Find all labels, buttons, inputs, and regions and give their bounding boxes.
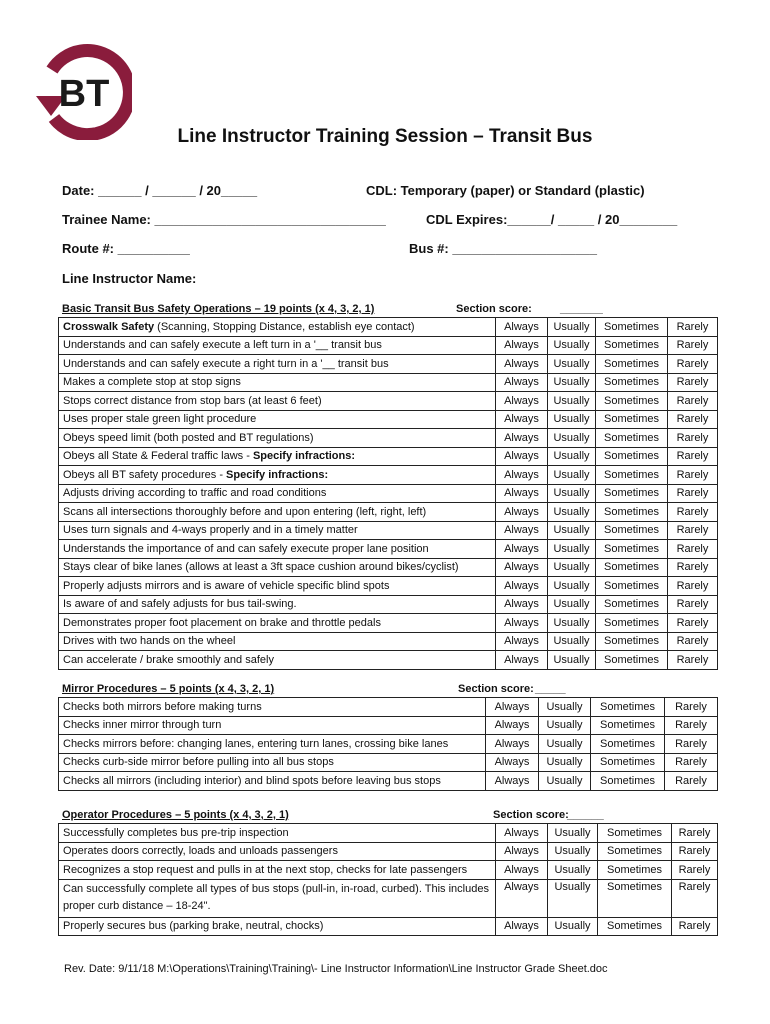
rating-option-usually[interactable]: Usually bbox=[548, 595, 596, 614]
rating-option-usually[interactable]: Usually bbox=[548, 503, 596, 522]
criteria-label: Crosswalk Safety (Scanning, Stopping Distance, establish eye contact) bbox=[59, 318, 496, 337]
criteria-row bbox=[59, 651, 718, 670]
rating-option-rarely[interactable]: Rarely bbox=[672, 917, 718, 936]
rating-option-sometimes[interactable]: Sometimes bbox=[596, 484, 668, 503]
criteria-row bbox=[59, 503, 718, 522]
criteria-row bbox=[59, 577, 718, 596]
rating-option-sometimes[interactable]: Sometimes bbox=[596, 651, 668, 670]
rating-option-rarely[interactable]: Rarely bbox=[668, 447, 718, 466]
rating-option-usually[interactable]: Usually bbox=[539, 698, 591, 717]
rating-option-usually[interactable]: Usually bbox=[548, 917, 598, 936]
rating-option-always[interactable]: Always bbox=[486, 753, 539, 772]
criteria-label: Understands the importance of and can safely execute proper lane position bbox=[59, 540, 496, 559]
criteria-label: Properly adjusts mirrors and is aware of vehicle specific blind spots bbox=[59, 577, 496, 596]
rating-option-usually[interactable]: Usually bbox=[548, 447, 596, 466]
rating-option-rarely[interactable]: Rarely bbox=[668, 632, 718, 651]
rating-option-sometimes[interactable]: Sometimes bbox=[598, 917, 672, 936]
criteria-label: Checks curb-side mirror before pulling into all bus stops bbox=[59, 753, 486, 772]
rating-option-rarely[interactable]: Rarely bbox=[668, 614, 718, 633]
criteria-label: Can accelerate / brake smoothly and safely bbox=[59, 651, 496, 670]
criteria-label: Makes a complete stop at stop signs bbox=[59, 373, 496, 392]
rating-option-sometimes[interactable]: Sometimes bbox=[596, 466, 668, 485]
criteria-label: Stays clear of bike lanes (allows at least a 3ft space cushion around bikes/cyclist) bbox=[59, 558, 496, 577]
criteria-label: Understands and can safely execute a left turn in a '__ transit bus bbox=[59, 336, 496, 355]
rating-option-usually[interactable]: Usually bbox=[548, 336, 596, 355]
criteria-row bbox=[59, 447, 718, 466]
rating-option-usually[interactable]: Usually bbox=[548, 355, 596, 374]
criteria-row bbox=[59, 558, 718, 577]
criteria-row bbox=[59, 772, 718, 791]
rating-option-usually[interactable]: Usually bbox=[548, 879, 598, 917]
criteria-label: Checks inner mirror through turn bbox=[59, 716, 486, 735]
criteria-label: Can successfully complete all types of bus stops (pull-in, in-road, curbed). This includes proper curb distance – 18-24". bbox=[59, 879, 496, 917]
cdl-type-field: CDL: Temporary (paper) or Standard (plastic) bbox=[366, 183, 645, 198]
trainee-name-field: Trainee Name: ________________________________ bbox=[62, 212, 386, 227]
rating-option-always[interactable]: Always bbox=[496, 824, 548, 843]
rating-option-rarely[interactable]: Rarely bbox=[665, 753, 718, 772]
criteria-label: Operates doors correctly, loads and unloads passengers bbox=[59, 842, 496, 861]
rating-option-sometimes[interactable]: Sometimes bbox=[598, 861, 672, 880]
rating-option-rarely[interactable]: Rarely bbox=[668, 558, 718, 577]
rating-option-sometimes[interactable]: Sometimes bbox=[596, 540, 668, 559]
rating-option-always[interactable]: Always bbox=[496, 632, 548, 651]
criteria-row bbox=[59, 355, 718, 374]
rating-option-always[interactable]: Always bbox=[496, 373, 548, 392]
rating-option-usually[interactable]: Usually bbox=[548, 521, 596, 540]
rating-option-usually[interactable]: Usually bbox=[548, 392, 596, 411]
rating-option-sometimes[interactable]: Sometimes bbox=[598, 824, 672, 843]
rating-option-sometimes[interactable]: Sometimes bbox=[596, 521, 668, 540]
criteria-label: Obeys all State & Federal traffic laws - Specify infractions: bbox=[59, 447, 496, 466]
rating-option-always[interactable]: Always bbox=[486, 735, 539, 754]
section-title: Operator Procedures – 5 points (x 4, 3, 2, 1) bbox=[62, 809, 289, 821]
rating-option-always[interactable]: Always bbox=[496, 879, 548, 917]
criteria-row bbox=[59, 632, 718, 651]
rating-option-always[interactable]: Always bbox=[496, 558, 548, 577]
rating-option-usually[interactable]: Usually bbox=[548, 651, 596, 670]
rating-option-always[interactable]: Always bbox=[496, 429, 548, 448]
rating-option-usually[interactable]: Usually bbox=[548, 373, 596, 392]
rating-option-usually[interactable]: Usually bbox=[548, 318, 596, 337]
rating-option-always[interactable]: Always bbox=[486, 698, 539, 717]
rating-option-always[interactable]: Always bbox=[496, 484, 548, 503]
rating-option-rarely[interactable]: Rarely bbox=[665, 698, 718, 717]
rating-option-usually[interactable]: Usually bbox=[548, 484, 596, 503]
rating-option-always[interactable]: Always bbox=[496, 861, 548, 880]
section-score-blank: ______ bbox=[567, 809, 604, 821]
criteria-label: Checks all mirrors (including interior) and blind spots before leaving bus stops bbox=[59, 772, 486, 791]
cdl-expires-field: CDL Expires:______/ _____ / 20________ bbox=[426, 212, 678, 227]
rating-option-rarely[interactable]: Rarely bbox=[668, 595, 718, 614]
section-score-blank: _____ bbox=[535, 683, 566, 695]
criteria-label: Recognizes a stop request and pulls in at the next stop, checks for late passengers bbox=[59, 861, 496, 880]
criteria-row bbox=[59, 336, 718, 355]
criteria-row bbox=[59, 484, 718, 503]
rating-option-rarely[interactable]: Rarely bbox=[668, 373, 718, 392]
rating-option-usually[interactable]: Usually bbox=[548, 429, 596, 448]
rating-option-usually[interactable]: Usually bbox=[548, 540, 596, 559]
criteria-row bbox=[59, 540, 718, 559]
rating-option-rarely[interactable]: Rarely bbox=[665, 735, 718, 754]
rating-option-rarely[interactable]: Rarely bbox=[665, 716, 718, 735]
criteria-row bbox=[59, 698, 718, 717]
rating-option-sometimes[interactable]: Sometimes bbox=[596, 614, 668, 633]
criteria-label: Understands and can safely execute a right turn in a '__ transit bus bbox=[59, 355, 496, 374]
rating-option-always[interactable]: Always bbox=[496, 318, 548, 337]
rating-option-always[interactable]: Always bbox=[496, 410, 548, 429]
criteria-row bbox=[59, 824, 718, 843]
rating-option-usually[interactable]: Usually bbox=[548, 842, 598, 861]
rating-option-sometimes[interactable]: Sometimes bbox=[596, 447, 668, 466]
rating-option-always[interactable]: Always bbox=[496, 336, 548, 355]
rating-option-sometimes[interactable]: Sometimes bbox=[596, 410, 668, 429]
rating-option-rarely[interactable]: Rarely bbox=[668, 318, 718, 337]
rating-option-always[interactable]: Always bbox=[486, 772, 539, 791]
criteria-row bbox=[59, 410, 718, 429]
rating-option-always[interactable]: Always bbox=[496, 392, 548, 411]
rating-option-always[interactable]: Always bbox=[496, 614, 548, 633]
rating-option-always[interactable]: Always bbox=[496, 355, 548, 374]
rating-option-sometimes[interactable]: Sometimes bbox=[596, 336, 668, 355]
criteria-row bbox=[59, 879, 718, 917]
rating-option-always[interactable]: Always bbox=[496, 447, 548, 466]
criteria-row bbox=[59, 716, 718, 735]
rating-option-sometimes[interactable]: Sometimes bbox=[596, 577, 668, 596]
rating-option-sometimes[interactable]: Sometimes bbox=[596, 392, 668, 411]
rating-option-rarely[interactable]: Rarely bbox=[668, 466, 718, 485]
rating-option-usually[interactable]: Usually bbox=[539, 772, 591, 791]
rating-option-usually[interactable]: Usually bbox=[548, 824, 598, 843]
rating-option-rarely[interactable]: Rarely bbox=[668, 336, 718, 355]
rating-option-usually[interactable]: Usually bbox=[548, 466, 596, 485]
criteria-label: Adjusts driving according to traffic and road conditions bbox=[59, 484, 496, 503]
criteria-row bbox=[59, 753, 718, 772]
rating-option-usually[interactable]: Usually bbox=[548, 614, 596, 633]
rating-option-always[interactable]: Always bbox=[496, 595, 548, 614]
rating-option-always[interactable]: Always bbox=[496, 651, 548, 670]
rating-option-sometimes[interactable]: Sometimes bbox=[596, 503, 668, 522]
rating-option-rarely[interactable]: Rarely bbox=[668, 577, 718, 596]
criteria-row bbox=[59, 392, 718, 411]
rating-option-sometimes[interactable]: Sometimes bbox=[591, 753, 665, 772]
rating-option-rarely[interactable]: Rarely bbox=[668, 540, 718, 559]
rating-option-sometimes[interactable]: Sometimes bbox=[596, 355, 668, 374]
section-score-label: Section score: bbox=[458, 683, 534, 695]
criteria-label: Drives with two hands on the wheel bbox=[59, 632, 496, 651]
rating-option-rarely[interactable]: Rarely bbox=[672, 842, 718, 861]
criteria-label: Uses proper stale green light procedure bbox=[59, 410, 496, 429]
rating-option-usually[interactable]: Usually bbox=[548, 577, 596, 596]
rating-option-sometimes[interactable]: Sometimes bbox=[591, 735, 665, 754]
rating-option-sometimes[interactable]: Sometimes bbox=[591, 772, 665, 791]
rating-option-sometimes[interactable]: Sometimes bbox=[591, 698, 665, 717]
criteria-row bbox=[59, 861, 718, 880]
criteria-row bbox=[59, 466, 718, 485]
rating-option-always[interactable]: Always bbox=[496, 577, 548, 596]
rating-option-usually[interactable]: Usually bbox=[548, 632, 596, 651]
rating-option-usually[interactable]: Usually bbox=[548, 558, 596, 577]
page-title: Line Instructor Training Session – Transit Bus bbox=[177, 126, 593, 147]
bt-logo bbox=[32, 40, 132, 140]
rating-option-rarely[interactable]: Rarely bbox=[672, 824, 718, 843]
criteria-row bbox=[59, 429, 718, 448]
date-field: Date: ______ / ______ / 20_____ bbox=[62, 183, 258, 198]
rating-option-usually[interactable]: Usually bbox=[539, 716, 591, 735]
route-field: Route #: __________ bbox=[62, 241, 190, 256]
section-title: Mirror Procedures – 5 points (x 4, 3, 2, 1) bbox=[62, 683, 275, 695]
rating-option-always[interactable]: Always bbox=[496, 503, 548, 522]
rating-option-always[interactable]: Always bbox=[496, 466, 548, 485]
rating-option-sometimes[interactable]: Sometimes bbox=[596, 429, 668, 448]
rating-option-usually[interactable]: Usually bbox=[548, 861, 598, 880]
criteria-row bbox=[59, 521, 718, 540]
criteria-row bbox=[59, 595, 718, 614]
rating-option-always[interactable]: Always bbox=[496, 521, 548, 540]
rating-option-sometimes[interactable]: Sometimes bbox=[598, 879, 672, 917]
section-basic-safety bbox=[58, 302, 717, 670]
rating-option-rarely[interactable]: Rarely bbox=[668, 410, 718, 429]
criteria-table bbox=[58, 317, 718, 670]
rating-option-rarely[interactable]: Rarely bbox=[668, 484, 718, 503]
rating-option-usually[interactable]: Usually bbox=[539, 735, 591, 754]
rating-option-always[interactable]: Always bbox=[496, 917, 548, 936]
criteria-table bbox=[58, 697, 718, 791]
line-instructor-field: Line Instructor Name: bbox=[62, 271, 197, 286]
criteria-label: Checks both mirrors before making turns bbox=[59, 698, 486, 717]
criteria-row bbox=[59, 373, 718, 392]
section-operator-procedures bbox=[58, 808, 717, 936]
rating-option-sometimes[interactable]: Sometimes bbox=[596, 318, 668, 337]
logo-text: BT bbox=[58, 73, 110, 115]
rating-option-sometimes[interactable]: Sometimes bbox=[598, 842, 672, 861]
rating-option-rarely[interactable]: Rarely bbox=[668, 651, 718, 670]
criteria-label: Obeys speed limit (both posted and BT regulations) bbox=[59, 429, 496, 448]
section-title: Basic Transit Bus Safety Operations – 19 points (x 4, 3, 2, 1) bbox=[62, 303, 375, 315]
rating-option-usually[interactable]: Usually bbox=[548, 410, 596, 429]
section-score-label: Section score: bbox=[493, 809, 569, 821]
rating-option-sometimes[interactable]: Sometimes bbox=[591, 716, 665, 735]
criteria-table bbox=[58, 823, 718, 936]
criteria-label: Stops correct distance from stop bars (at least 6 feet) bbox=[59, 392, 496, 411]
footer-revision: Rev. Date: 9/11/18 M:\Operations\Training\Training\- Line Instructor Information\Line Instructor Grade Sheet.doc bbox=[64, 963, 608, 975]
rating-option-sometimes[interactable]: Sometimes bbox=[596, 595, 668, 614]
rating-option-sometimes[interactable]: Sometimes bbox=[596, 373, 668, 392]
criteria-label: Obeys all BT safety procedures - Specify infractions: bbox=[59, 466, 496, 485]
rating-option-rarely[interactable]: Rarely bbox=[668, 503, 718, 522]
rating-option-rarely[interactable]: Rarely bbox=[668, 521, 718, 540]
criteria-label: Demonstrates proper foot placement on brake and throttle pedals bbox=[59, 614, 496, 633]
rating-option-rarely[interactable]: Rarely bbox=[672, 861, 718, 880]
rating-option-usually[interactable]: Usually bbox=[539, 753, 591, 772]
section-score-blank: _______ bbox=[560, 303, 603, 315]
rating-option-sometimes[interactable]: Sometimes bbox=[596, 558, 668, 577]
rating-option-always[interactable]: Always bbox=[486, 716, 539, 735]
section-mirror-procedures bbox=[58, 682, 717, 791]
criteria-label: Uses turn signals and 4-ways properly and in a timely matter bbox=[59, 521, 496, 540]
rating-option-always[interactable]: Always bbox=[496, 842, 548, 861]
criteria-label: Successfully completes bus pre-trip inspection bbox=[59, 824, 496, 843]
criteria-label: Scans all intersections thoroughly before and upon entering (left, right, left) bbox=[59, 503, 496, 522]
criteria-row bbox=[59, 842, 718, 861]
criteria-row bbox=[59, 917, 718, 936]
bus-field: Bus #: ____________________ bbox=[409, 241, 597, 256]
rating-option-rarely[interactable]: Rarely bbox=[672, 879, 718, 917]
rating-option-rarely[interactable]: Rarely bbox=[665, 772, 718, 791]
criteria-label: Checks mirrors before: changing lanes, entering turn lanes, crossing bike lanes bbox=[59, 735, 486, 754]
section-score-label: Section score: bbox=[456, 303, 532, 315]
criteria-label: Properly secures bus (parking brake, neutral, chocks) bbox=[59, 917, 496, 936]
rating-option-sometimes[interactable]: Sometimes bbox=[596, 632, 668, 651]
rating-option-rarely[interactable]: Rarely bbox=[668, 392, 718, 411]
criteria-row bbox=[59, 614, 718, 633]
criteria-row bbox=[59, 735, 718, 754]
criteria-label: Is aware of and safely adjusts for bus tail-swing. bbox=[59, 595, 496, 614]
rating-option-rarely[interactable]: Rarely bbox=[668, 355, 718, 374]
criteria-row bbox=[59, 318, 718, 337]
rating-option-always[interactable]: Always bbox=[496, 540, 548, 559]
rating-option-rarely[interactable]: Rarely bbox=[668, 429, 718, 448]
